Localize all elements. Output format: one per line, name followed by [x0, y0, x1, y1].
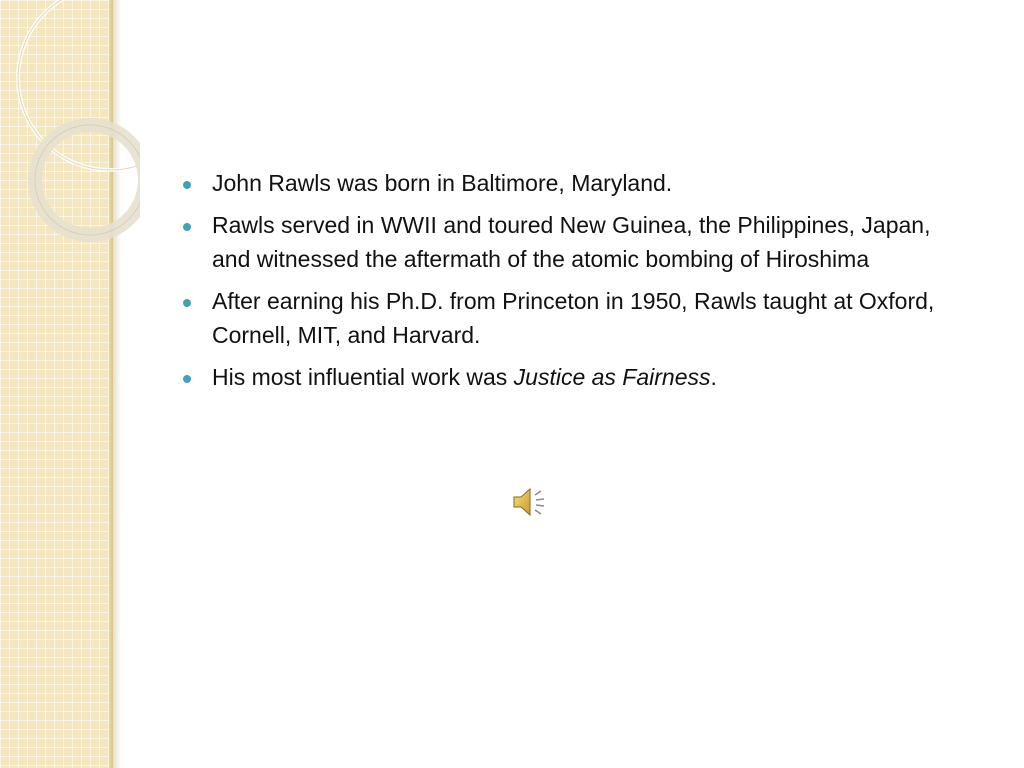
bullet-item — [180, 284, 960, 352]
bullet-dot — [183, 223, 191, 231]
decorative-rings — [0, 0, 140, 260]
bullet-item — [180, 166, 960, 200]
large-ring-decoration — [18, 0, 140, 170]
slide-body — [180, 166, 960, 402]
bullet-dot — [183, 181, 191, 189]
bullet-text: Rawls served in WWII and toured New Guinea, the Philippines, Japan, and witnessed the aftermath of the atomic bombing of Hiroshima — [212, 212, 931, 272]
bullet-text: His most influential work was — [212, 364, 514, 390]
bullet-text: After earning his Ph.D. from Princeton in 1950, Rawls taught at Oxford, Cornell, MIT, and Harvard. — [212, 288, 935, 348]
work-title: Justice as Fairness — [513, 364, 711, 390]
bullet-item — [180, 360, 960, 394]
bullet-list — [180, 166, 960, 394]
bullet-text: John Rawls was born in Baltimore, Maryland. — [212, 170, 673, 196]
bullet-text-end: . — [710, 364, 717, 390]
bullet-item — [180, 208, 960, 276]
bullet-dot — [183, 299, 191, 307]
bullet-dot — [183, 375, 191, 383]
speaker-icon[interactable] — [510, 484, 548, 520]
